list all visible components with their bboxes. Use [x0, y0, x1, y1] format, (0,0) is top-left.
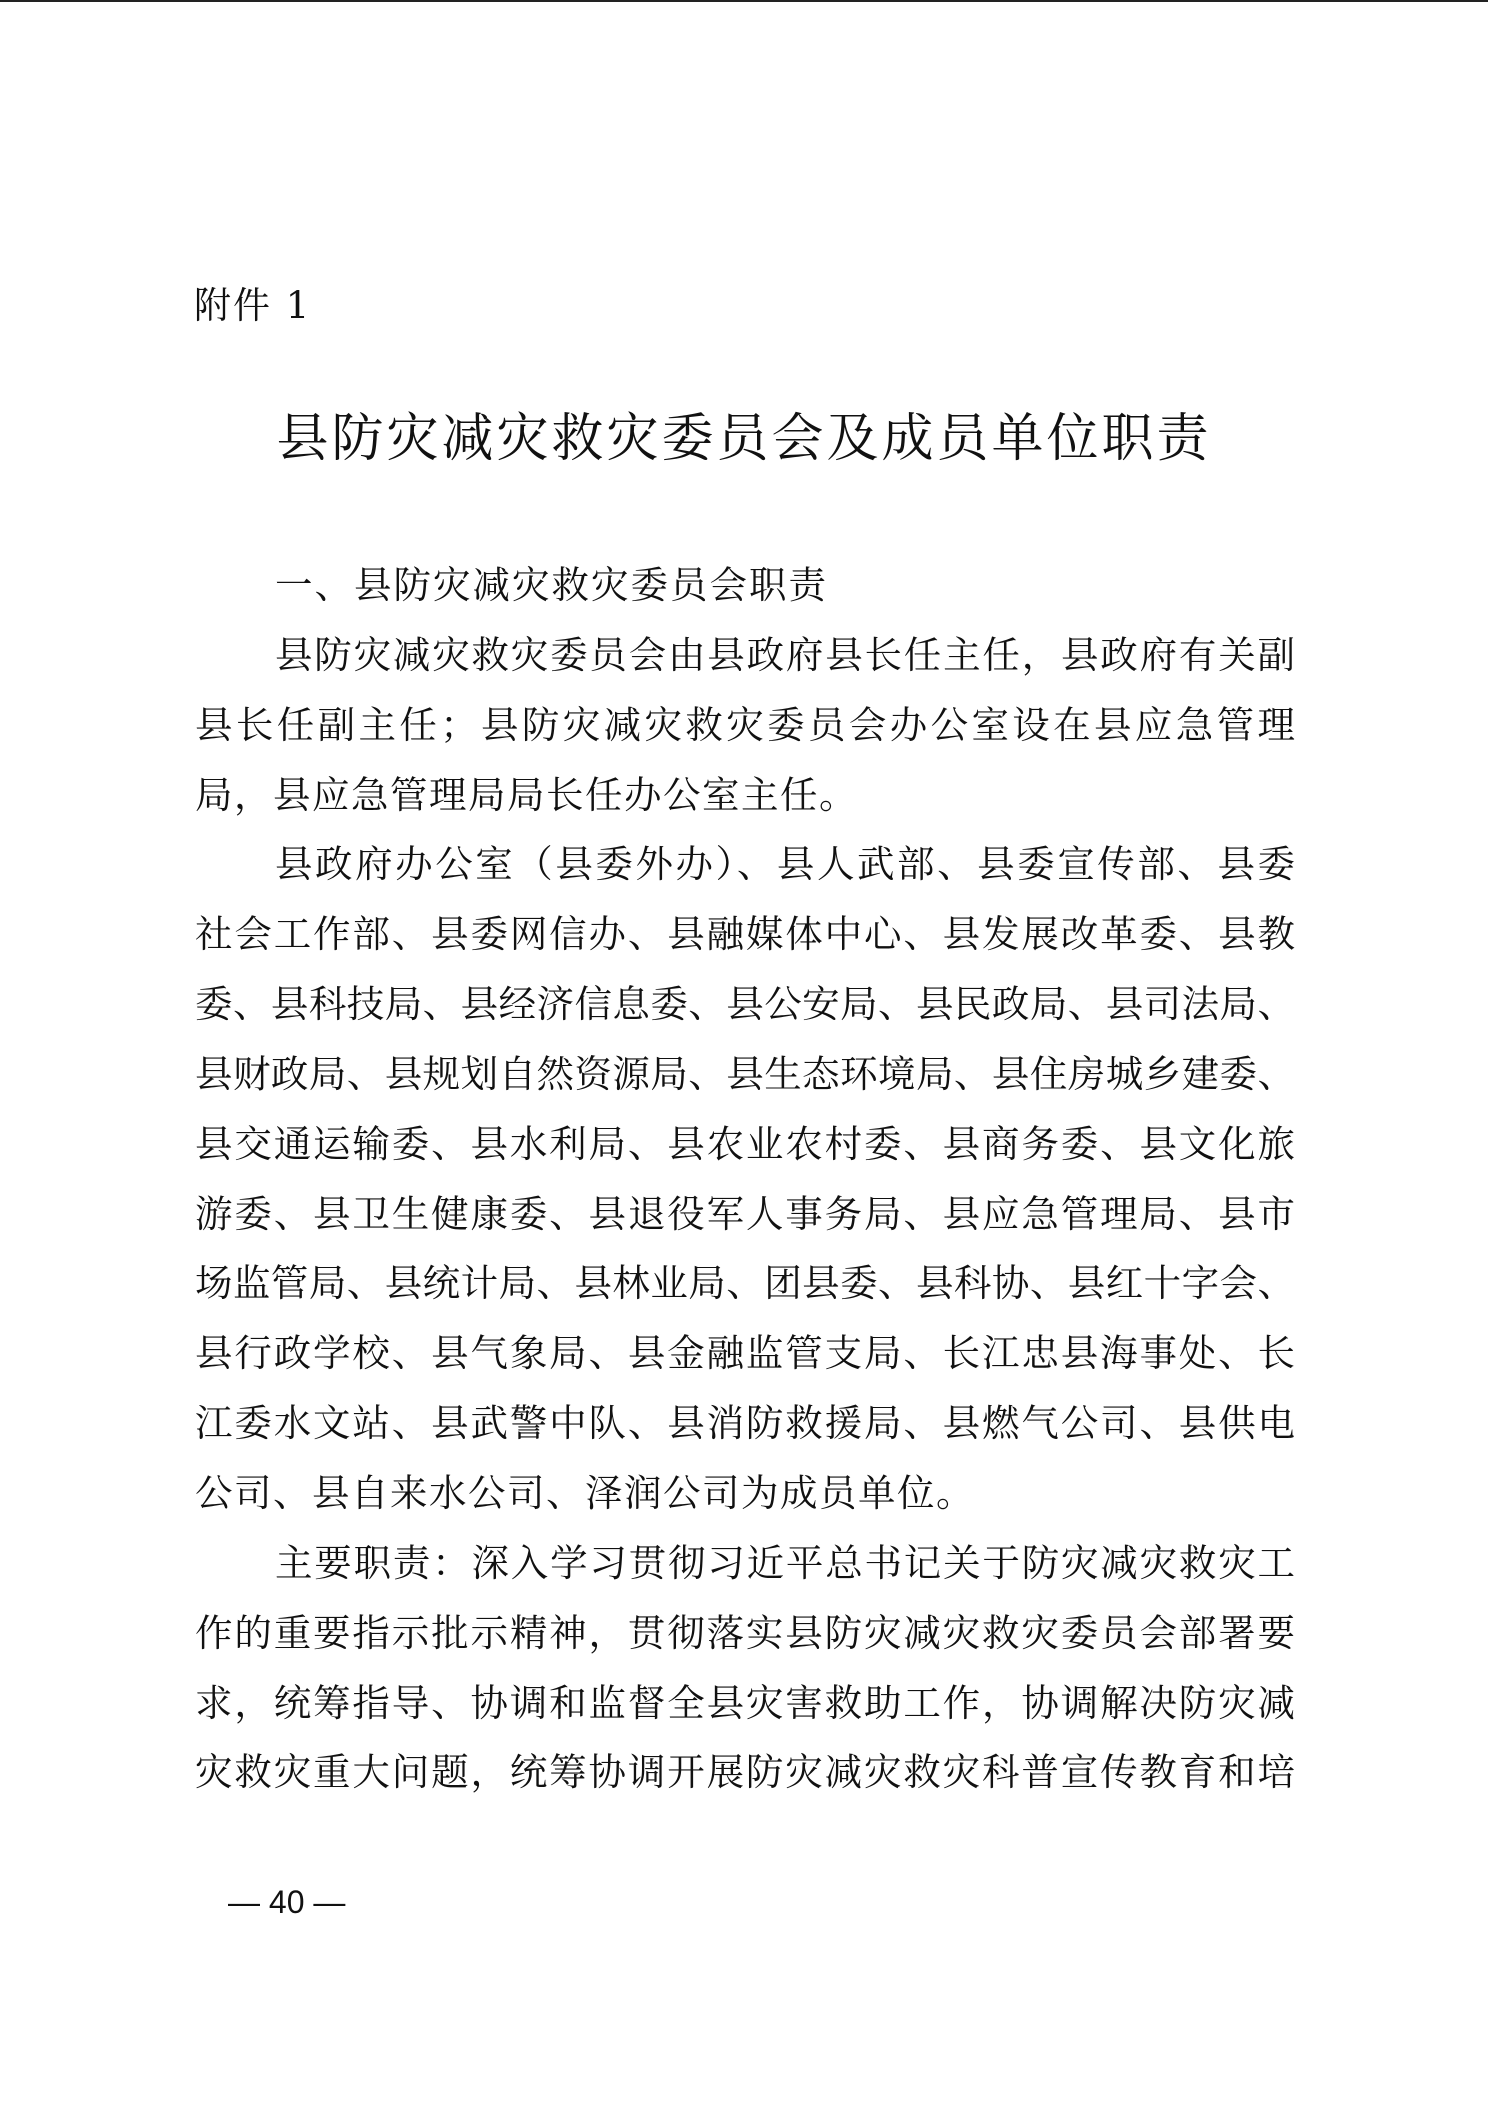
paragraph-line: 县长任副主任；县防灾减灾救灾委员会办公室设在县应急管理	[195, 702, 1295, 747]
paragraph-member-units	[195, 830, 1295, 1528]
paragraph-line: 社会工作部、县委网信办、县融媒体中心、县发展改革委、县教	[195, 912, 1295, 957]
paragraph-committee-leadership	[195, 621, 1295, 831]
paragraph-line: 县防灾减灾救灾委员会由县政府县长任主任，县政府有关副	[275, 632, 1295, 677]
page-number: — 40 —	[228, 1884, 346, 1920]
paragraph-line: 游委、县卫生健康委、县退役军人事务局、县应急管理局、县市	[195, 1191, 1295, 1236]
paragraph-line: 局，县应急管理局局长任办公室主任。	[195, 772, 858, 817]
top-border-line	[0, 0, 1488, 2]
paragraph-line: 求，统筹指导、协调和监督全县灾害救助工作，协调解决防灾减	[195, 1680, 1295, 1725]
paragraph-line: 县行政学校、县气象局、县金融监管支局、长江忠县海事处、长	[195, 1331, 1295, 1376]
paragraph-line: 县财政局、县规划自然资源局、县生态环境局、县住房城乡建委、	[195, 1051, 1295, 1096]
paragraph-line: 灾救灾重大问题，统筹协调开展防灾减灾救灾科普宣传教育和培	[195, 1750, 1295, 1795]
paragraph-line: 委、县科技局、县经济信息委、县公安局、县民政局、县司法局、	[195, 982, 1295, 1027]
section-heading: 一、县防灾减灾救灾委员会职责	[275, 563, 828, 607]
attachment-label: 附件 1	[194, 284, 312, 327]
paragraph-main-duties	[195, 1529, 1295, 1808]
paragraph-line: 场监管局、县统计局、县林业局、团县委、县科协、县红十字会、	[195, 1261, 1295, 1306]
paragraph-line: 主要职责：深入学习贯彻习近平总书记关于防灾减灾救灾工	[275, 1540, 1295, 1585]
document-body	[195, 551, 1295, 1808]
paragraph-line: 公司、县自来水公司、泽润公司为成员单位。	[195, 1470, 975, 1515]
paragraph-line: 县交通运输委、县水利局、县农业农村委、县商务委、县文化旅	[195, 1121, 1295, 1166]
paragraph-line: 县政府办公室（县委外办）、县人武部、县委宣传部、县委	[275, 842, 1295, 887]
paragraph-line: 江委水文站、县武警中队、县消防救援局、县燃气公司、县供电	[195, 1401, 1295, 1446]
document-title: 县防灾减灾救灾委员会及成员单位职责	[276, 409, 1212, 469]
paragraph-line: 作的重要指示批示精神，贯彻落实县防灾减灾救灾委员会部署要	[195, 1610, 1295, 1655]
